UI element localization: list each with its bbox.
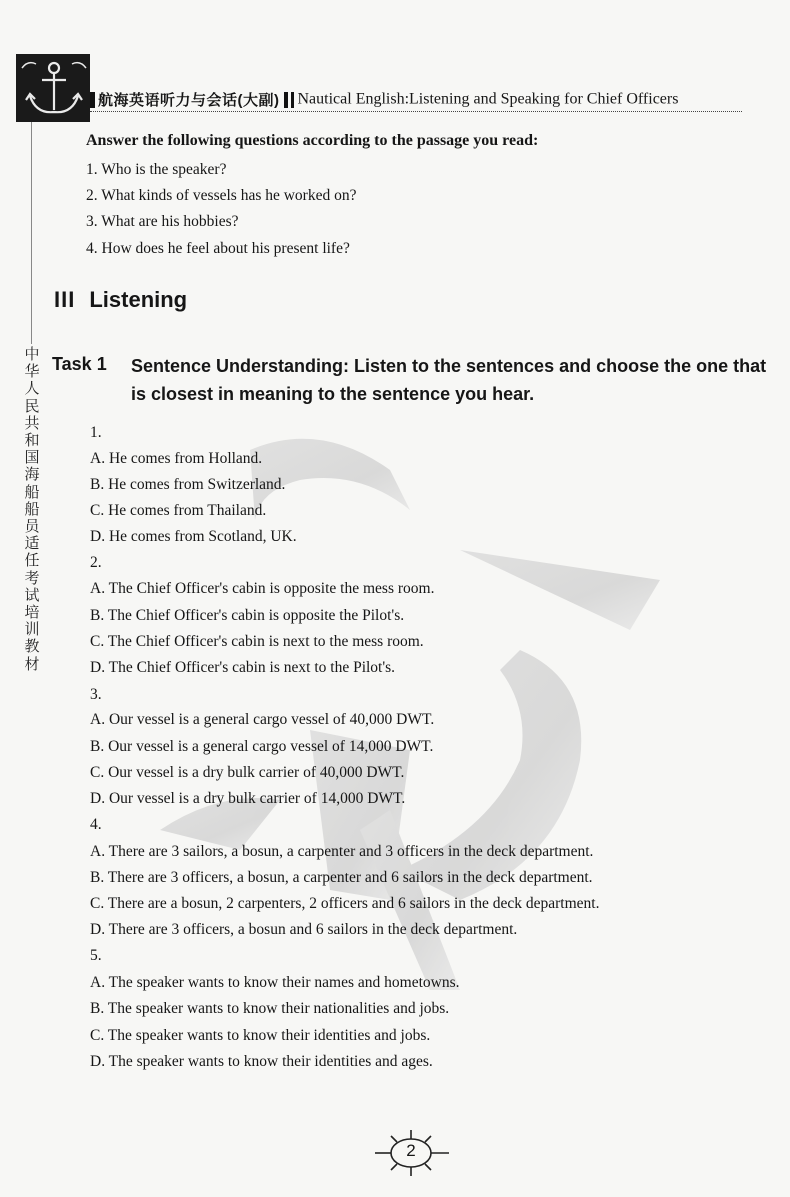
answer-option: A. Our vessel is a general cargo vessel of 40,000 DWT. [90,711,435,728]
answer-option: A. The speaker wants to know their names and hometowns. [90,974,460,991]
answer-option: B. Our vessel is a general cargo vessel of 14,000 DWT. [90,738,434,755]
answer-option: A. There are 3 sailors, a bosun, a carpenter and 3 officers in the deck department. [90,843,594,860]
answer-option: A. He comes from Holland. [90,450,263,467]
answer-option: A. The Chief Officer's cabin is opposite the mess room. [90,580,435,597]
reading-question: 3. What are his hobbies? [86,213,239,230]
running-header [90,89,756,111]
section-number: III [54,287,76,312]
side-divider [31,122,32,344]
header-separator [291,92,294,108]
reading-question: 1. Who is the speaker? [86,161,227,178]
answer-option: D. He comes from Scotland, UK. [90,528,297,545]
answer-option: B. The Chief Officer's cabin is opposite the Pilot's. [90,607,405,624]
reading-question: 4. How does he feel about his present life? [86,240,350,257]
question-number: 1. [90,424,102,441]
question-number: 4. [90,816,102,833]
question-number: 5. [90,947,102,964]
answer-option: C. The speaker wants to know their identities and jobs. [90,1027,431,1044]
answer-option: C. Our vessel is a dry bulk carrier of 40,000 DWT. [90,764,405,781]
header-bar-mark [90,92,95,108]
header-title-en: Nautical English:Listening and Speaking for Chief Officers [297,90,679,108]
section-heading [54,287,187,313]
task-instructions: Sentence Understanding: Listen to the sentences and choose the one that is closest in meaning to the sentence you hear. [131,356,767,404]
answer-option: C. He comes from Thailand. [90,502,267,519]
answer-option: D. Our vessel is a dry bulk carrier of 14,000 DWT. [90,790,406,807]
answer-option: B. He comes from Switzerland. [90,476,286,493]
question-number: 2. [90,554,102,571]
answer-option: C. There are a bosun, 2 carpenters, 2 officers and 6 sailors in the deck department. [90,895,600,912]
answer-option: C. The Chief Officer's cabin is next to the mess room. [90,633,424,650]
answer-option: D. There are 3 officers, a bosun and 6 sailors in the deck department. [90,921,518,938]
answer-option: B. The speaker wants to know their nationalities and jobs. [90,1000,450,1017]
side-series-text: 中华人民共和国海船船员适任考试培训教材 [24,345,40,673]
answer-option: D. The speaker wants to know their identities and ages. [90,1053,433,1070]
header-title-cn: 航海英语听力与会话(大副) [98,92,280,109]
answer-option: B. There are 3 officers, a bosun, a carpenter and 6 sailors in the deck department. [90,869,593,886]
header-rule [90,111,742,112]
reading-question: 2. What kinds of vessels has he worked on? [86,187,357,204]
page-number: 2 [406,1141,416,1160]
answer-option: D. The Chief Officer's cabin is next to the Pilot's. [90,659,396,676]
section-title: Listening [89,287,188,312]
anchor-logo [16,54,90,122]
header-separator [284,92,288,108]
question-number: 3. [90,686,102,703]
reading-questions-heading: Answer the following questions according to the passage you read: [86,132,539,149]
task-label: Task 1 [52,354,107,374]
